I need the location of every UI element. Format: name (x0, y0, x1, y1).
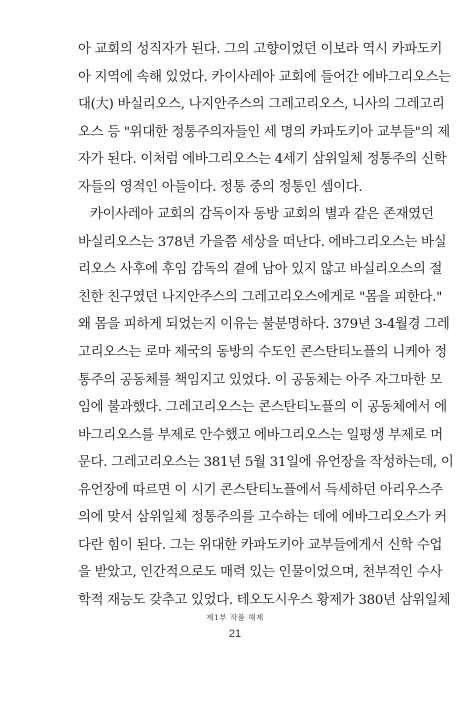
text-line: 아 지역에 속해 있었다. 카이사레아 교회에 들어간 에바그리오스는 (78, 69, 451, 85)
body-text (78, 36, 454, 614)
paragraph (78, 201, 454, 614)
running-head: 제1부 작품 해제 (206, 613, 264, 622)
text-line: 통주의 공동체를 책임지고 있었다. 이 공동체는 아주 자그마한 모 (78, 372, 443, 388)
text-line: 의에 맞서 삼위일체 정통주의를 고수하는 데에 에바그리오스가 커 (78, 510, 447, 526)
text-line: 아 교회의 성직자가 된다. 그의 고향이었던 이보라 역시 카파도키 (78, 42, 443, 57)
text-line: 바실리오스는 378년 가을쯤 세상을 떠난다. 에바그리오스는 바실 (78, 234, 447, 250)
text-line: 다란 힘이 된다. 그는 위대한 카파도키아 교부들에게서 신학 수업 (78, 537, 443, 553)
text-line: 임에 불과했다. 그레고리오스는 콘스탄티노플의 이 공동체에서 에 (78, 400, 447, 416)
text-line: 고리오스는 로마 제국의 동방의 수도인 콘스탄티노플의 니케아 정 (78, 345, 447, 361)
paragraph (78, 36, 451, 201)
text-line: 을 받았고, 인간적으로도 매력 있는 인물이었으며, 천부적인 수사 (78, 565, 443, 581)
text-line: 학적 재능도 갖추고 있었다. 테오도시우스 황제가 380년 삼위일체 (78, 592, 451, 608)
text-line: 자가 된다. 이처럼 에바그리오스는 4세기 삼위일체 정통주의 신학 (78, 152, 447, 168)
text-line: 친한 친구였던 나지안주스의 그레고리오스에게로 "몸을 피한다." (78, 289, 442, 305)
text-line: 대(大) 바실리오스, 나지안주스의 그레고리오스, 니사의 그레고리 (78, 97, 445, 113)
text-line: 바그리오스를 부제로 안수했고 에바그리오스는 일평생 부제로 머 (78, 427, 443, 443)
text-line: 문다. 그레고리오스는 381년 5월 31일에 유언장을 작성하는데, 이 (78, 455, 454, 471)
text-line: 자들의 영적인 아들이다. 정통 중의 정통인 셈이다. (78, 179, 363, 195)
text-line: 리오스 사후에 후임 감독의 곁에 남아 있지 않고 바실리오스의 절 (78, 262, 443, 278)
page-number: 21 (228, 628, 242, 640)
text-line: 왜 몸을 피하게 되었는지 이유는 불분명하다. 379년 3-4월경 그레 (78, 317, 450, 333)
text-line: 유언장에 따르면 이 시기 콘스탄티노플에서 득세하던 아리우스주 (78, 482, 443, 498)
text-line: 카이사레아 교회의 감독이자 동방 교회의 별과 같은 존재였던 (90, 207, 434, 223)
text-line: 오스 등 "위대한 정통주의자들인 세 명의 카파도키아 교부들"의 제 (78, 124, 450, 140)
